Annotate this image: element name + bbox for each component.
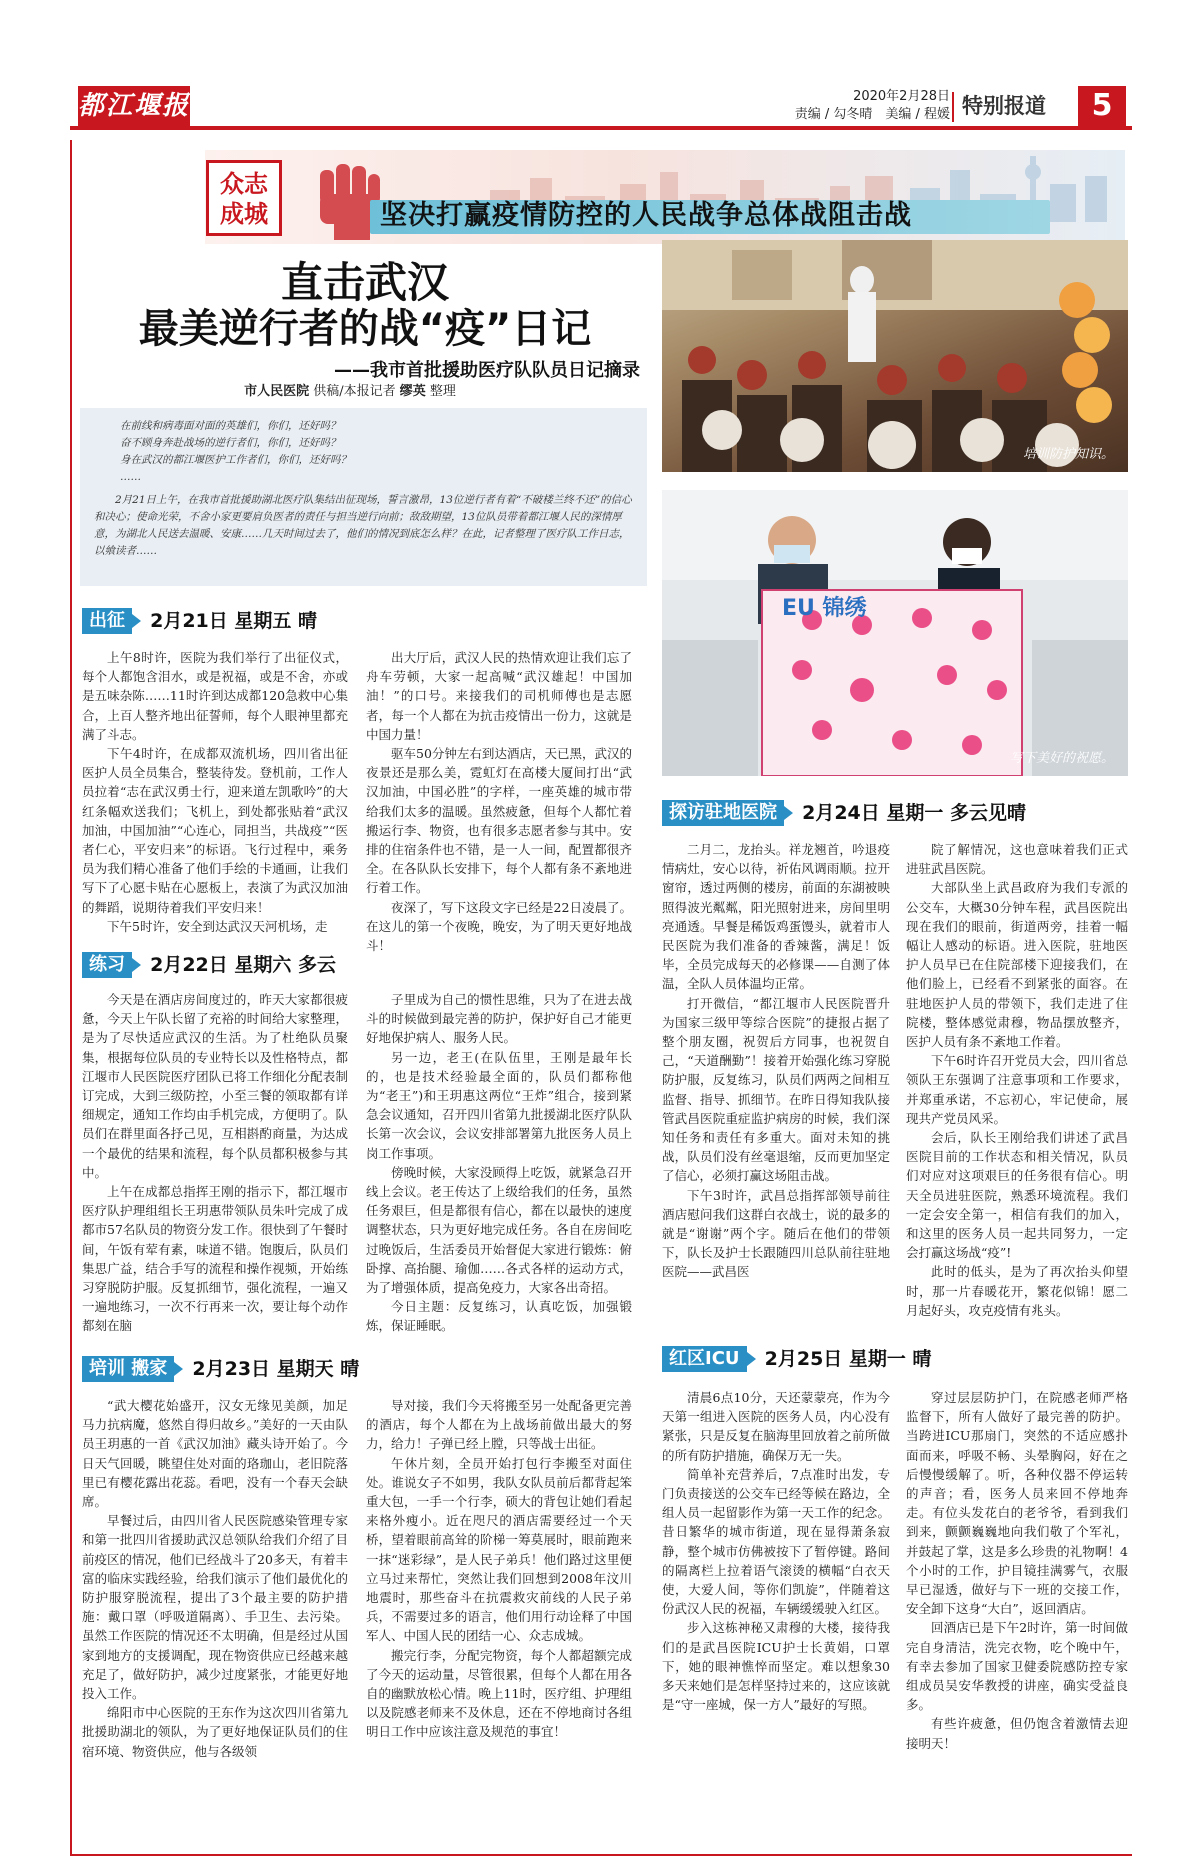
masthead-rule <box>70 126 1132 130</box>
issue-meta <box>795 88 950 124</box>
page-number: 5 <box>1078 86 1126 126</box>
section-heading-visit-hospital <box>662 800 1026 826</box>
section1-column-left <box>82 648 348 936</box>
badge-line-1: 众志 <box>220 170 268 198</box>
section-arrow-icon <box>132 958 141 972</box>
section-date: 2月21日 星期五 晴 <box>150 610 317 632</box>
paragraph: 搬完行李，分配完物资，每个人都超额完成了今天的运动量，尽管很累，但每个人都在用各自的幽默放松心情。晚上11时，医疗组、护理组以及院感老师来不及休息，还在不停地商讨各组明日工作中应该注意及规范的事宜！ <box>366 1647 632 1740</box>
page-border-bottom <box>70 1854 1132 1856</box>
section-date: 2月24日 星期一 多云见晴 <box>802 802 1026 824</box>
intro-poem-line: …… <box>120 471 141 483</box>
issue-editors: 责编 / 勾冬晴 美编 / 程媛 <box>794 107 950 122</box>
page-border-left <box>70 140 72 1856</box>
section4-column-right <box>906 840 1128 1320</box>
byline-mid: 供稿/本报记者 <box>313 384 396 399</box>
section-tag: 红区ICU <box>662 1346 747 1372</box>
paragraph: 下午6时许召开党员大会，四川省总领队王东强调了注意事项和工作要求，并郑重承诺，不忘初心，牢记使命，展现共产党员风采。 <box>906 1053 1128 1126</box>
section-tag: 探访驻地医院 <box>662 800 784 826</box>
badge-unity <box>206 160 282 236</box>
section-date: 2月22日 星期六 多云 <box>150 954 336 976</box>
paragraph: 午休片刻，全员开始打包行李搬至对面住处。谁说女子不如男，我队女队员前后都背起笨重大包，一手一个行李，硕大的背包让她们看起来格外瘦小。近在咫尺的酒店需要经过一个天桥，望着眼前高耸的阶梯一筹莫展时，眼前跑来一抹“迷彩绿”，是人民子弟兵！他们路过这里便立马过来帮忙，突然让我们回想到2008年汶川地震时，那些奋斗在抗震救灾前线的人民子弟兵，不需要过多的语言，他们用行动诠释了中国军人、中国人民的团结一心、众志成城。 <box>366 1455 632 1644</box>
paragraph: 简单补充营养后，7点准时出发，专门负责接送的公交车已经等候在路边，全组人员一起留影作为第一天工作的纪念。昔日繁华的城市街道，现在显得萧条寂静，整个城市仿佛被按下了暂停键。路间的隔离栏上拉着语气滚烫的横幅“白衣天使，大爱人间，等你们凯旋”，伴随着这份武汉人民的祝福，车辆缓缓驶入红区。 <box>662 1466 890 1617</box>
section-tag: 练习 <box>82 952 132 978</box>
paragraph: 子里成为自己的惯性思维，只为了在进去战斗的时候做到最完善的防护，保护好自己才能更好地保护病人、服务人民。 <box>366 992 632 1046</box>
training-scene-illustration <box>662 240 1128 472</box>
paragraph: 导对接，我们今天将搬至另一处配备更完善的酒店，每个人都在为上战场前做出最大的努力，给力！子弹已经上膛，只等战士出征。 <box>366 1398 632 1452</box>
newspaper-logo: 都江堰报 <box>78 86 190 126</box>
paragraph: “武大樱花始盛开，汉女无缘见美颜，加足马力抗病魔，悠然自得归故乡。”美好的一天由队员王玥惠的一首《武汉加油》藏头诗开始了。今日天气回暖，眺望住处对面的珞珈山，老旧院落里已有樱花露出花蕊。看吧，没有一个春天会缺席。 <box>82 1398 348 1510</box>
section-name: 特别报道 <box>962 94 1046 118</box>
photo-wishes <box>662 490 1128 776</box>
section4-column-left <box>662 840 890 1282</box>
issue-date: 2020年2月28日 <box>853 89 950 104</box>
paragraph: 上午在成都总指挥王刚的指示下，都江堰市医疗队护理组组长王玥惠带领队员朱叶完成了成都市57名队员的物资分发工作。很快到了午餐时间，午饭有荤有素，味道不错。饱腹后，队员们集思广益，结合手写的流程和操作视频，开始练习穿脱防护服。反复抓细节，强化流程，一遍又一遍地练习，一次不行再来一次，要让每个动作都刻在脑 <box>82 1184 348 1334</box>
paragraph: 夜深了，写下这段文字已经是22日凌晨了。在这儿的第一个夜晚，晚安，为了明天更好地战斗！ <box>366 899 632 954</box>
section-date: 2月25日 星期一 晴 <box>764 1348 932 1370</box>
paragraph: 二月二，龙抬头。祥龙翘首，吟退疫情病灶，安心以待，祈佑风调雨顺。拉开窗帘，透过两侧的楼房，前面的东湖被映照得波光粼粼，阳光照射进来，房间里明亮通透。早餐是稀饭鸡蛋馒头，就着市人民医院为我们准备的香辣酱，满足！饭毕，全员完成每天的必修课——自测了体温，全队人员体温均正常。 <box>662 842 890 992</box>
paragraph: 下午5时许，安全到达武汉天河机场，走 <box>107 918 328 934</box>
paragraph: 会后，队长王刚给我们讲述了武昌医院目前的工作状态和相关情况，队员们对应对这项艰巨的任务很有信心。明天全员进驻医院，熟悉环境流程。我们一定会安全第一，相信有我们的加入，和这里的医务人员一起共同努力，一定会打赢这场战“疫”! <box>906 1130 1128 1261</box>
photo-training-caption: 培训防护知识。 <box>1022 447 1114 462</box>
section-date: 2月23日 星期天 晴 <box>192 1358 360 1380</box>
paragraph: 下午3时许，武昌总指挥部领导前往酒店慰问我们这群白衣战士，说的最多的就是“谢谢”两个字。随后在他们的带领下，队长及护士长跟随四川总队前往驻地医院——武昌医 <box>662 1187 890 1280</box>
paragraph: 穿过层层防护门，在院感老师严格监督下，所有人做好了最完善的防护。当跨进ICU那扇门，突然的不适应感扑面而来，呼吸不畅、头晕胸闷，好在之后慢慢缓解了。听，各种仪器不停运转的声音；看，医务人员来回不停地奔走。有位头发花白的老爷爷，看到我们到来，颤颤巍巍地向我们敬了个军礼，并鼓起了掌，这是多么珍贵的礼物啊！4个小时的工作，护目镜挂满雾气，衣服早已湿透，做好与下一班的交接工作，安全卸下这身“大白”，返回酒店。 <box>906 1390 1128 1617</box>
intro-paragraph: 2月21日上午，在我市首批援助湖北医疗队集结出征现场，誓言激昂，13位逆行者有着“不破楼兰终不还”的信心和决心；使命光荣，不舍小家更要肩负医者的责任与担当逆行向前；敌敌期望，13位队员带着都江堰人民的深情厚意，为湖北人民送去温暖、安康……几天时间过去了，他们的情况到底怎么样？在此，记者整理了医疗队工作日志，以飨读者…… <box>94 494 632 557</box>
badge-line-2: 成城 <box>220 200 268 228</box>
section-heading-departure <box>82 608 317 634</box>
section1-column-right <box>366 648 632 955</box>
headline-line-2: 最美逆行者的战“疫”日记 <box>138 306 592 352</box>
section5-column-right <box>906 1388 1128 1753</box>
byline-end: 整理 <box>429 384 456 399</box>
paragraph: 傍晚时候，大家没顾得上吃饭，就紧急召开线上会议。老王传达了上级给我们的任务，虽然任务艰巨，但是都很有信心，都在以最快的速度调整状态，只为更好地完成任务。各自在房间吃过晚饭后，生活委员开始督促大家进行锻炼：俯卧撑、高抬腿、瑜伽……各式各样的运动方式，为了增强体质，提高免疫力，大家各出奇招。 <box>366 1164 632 1296</box>
section2-column-right <box>366 990 632 1336</box>
paragraph: 有些许疲惫，但仍饱含着激情去迎接明天！ <box>906 1716 1128 1751</box>
paragraph: 另一边，老王(在队伍里，王刚是最年长的，也是技术经验最全面的，队员们都称他为“老王”)和王玥惠这两位“王炸”组合，接到紧急会议通知，召开四川省第九批援湖北医疗队队长第一次会议，会议安排部署第九批医务人员上岗工作事项。 <box>366 1049 632 1161</box>
intro-poem-line: 身在武汉的都江堰医护工作者们，你们，还好吗？ <box>120 454 351 466</box>
paragraph: 清晨6点10分，天还蒙蒙亮，作为今天第一组进入医院的医务人员，内心没有紧张，只是反复在脑海里回放着之前所做的所有防护措施，确保万无一失。 <box>662 1390 890 1463</box>
paragraph: 大部队坐上武昌政府为我们专派的公交车，大概30分钟车程，武昌医院出现在我们的眼前，街道两旁，挂着一幅幅让人感动的标语。进入医院，驻地医护人员早已在住院部楼下迎接我们，在他们脸上，已经看不到紧张的面容。在驻地医护人员的带领下，我们走进了住院楼，整体感觉肃穆，物品摆放整齐，医护人员有条不紊地工作着。 <box>906 880 1128 1050</box>
section3-column-left <box>82 1396 348 1761</box>
paragraph: 出大厅后，武汉人民的热情欢迎让我们忘了舟车劳顿，大家一起高喊“武汉雄起！中国加油！”的口号。来接我们的司机师傅也是志愿者，每一个人都在为抗击疫情出一份力，这就是中国力量！ <box>366 650 632 742</box>
photo-training <box>662 240 1128 472</box>
paragraph: 驱车50分钟左右到达酒店，天已黑，武汉的夜景还是那么美，霓虹灯在高楼大厦间打出“武汉加油，中国必胜”的字样，一座英雄的城市带给我们太多的温暖。虽然疲惫，但每个人都忙着搬运行李、物资，也有很多志愿者参与其中。安排的住宿条件也不错，是一人一间，配置都很齐全。在各队队长安排下，每个人都有条不紊地进行着工作。 <box>366 746 632 896</box>
section3-column-right <box>366 1396 632 1742</box>
section2-column-left <box>82 990 348 1336</box>
paragraph: 回酒店已是下午2时许，第一时间做完自身清洁，洗完衣物，吃个晚中午，有幸去参加了国家卫健委院感防控专家组成员吴安华教授的讲座，确实受益良多。 <box>906 1620 1128 1713</box>
headline-line-1: 直击武汉 <box>280 258 449 307</box>
section-arrow-icon <box>747 1352 756 1366</box>
paragraph: 今天是在酒店房间度过的，昨天大家都很疲惫，今天上午队长留了充裕的时间给大家整理，是为了尽快适应武汉的生活。为了杜绝队员聚集，根据每位队员的专业特长以及性格特点，都江堰市人民医院医疗团队已将工作细化分配表制订完成，大到三级防控，小至三餐的领取都有详细规定，通知工作均由手机完成，方便明了。队员们在群里面各抒己见，互相斟酌商量，为达成一个最优的结果和流程，每个队员都积极参与其中。 <box>82 992 348 1180</box>
paragraph: 绵阳市中心医院的王东作为这次四川省第九批援助湖北的领队，为了更好地保证队员们的住宿环境、物资供应，他与各级领 <box>82 1705 348 1759</box>
section-arrow-icon <box>784 806 793 820</box>
section-arrow-icon <box>132 614 141 628</box>
intro-poem-line: 在前线和病毒面对面的英雄们，你们，还好吗？ <box>120 420 341 432</box>
section5-column-left <box>662 1388 890 1714</box>
wish-board-scene-illustration <box>662 490 1128 776</box>
paragraph: 此时的低头，是为了再次抬头仰望时，那一片春暖花开，繁花似锦！愿二月起好头，攻克疫情有兆头。 <box>906 1264 1128 1318</box>
paragraph: 今日主题：反复练习，认真吃饭，加强锻炼，保证睡眠。 <box>366 1299 632 1334</box>
paragraph: 早餐过后，由四川省人民医院感染管理专家和第一批四川省援助武汉总领队给我们介绍了目前疫区的情况，他们已经战斗了20多天，有着丰富的临床实践经验，给我们演示了他们最优化的防护服穿脱流程，提出了3个最主要的防护措施：戴口罩（呼吸道隔离）、手卫生、去污染。虽然工作医院的情况还不太明确，但是经过从国家到地方的支援调配，现在物资供应已经越来越充足了，做好防护，减少过度紧张，才能更好地投入工作。 <box>82 1513 348 1702</box>
wish-board-text: EU 锦绣 <box>782 596 867 621</box>
section-heading-practice <box>82 952 336 978</box>
section-arrow-icon <box>174 1362 183 1376</box>
paragraph: 院了解情况，这也意味着我们正式进驻武昌医院。 <box>906 842 1128 877</box>
section-tag: 培训 搬家 <box>82 1356 174 1382</box>
paragraph: 打开微信，“都江堰市人民医院晋升为国家三级甲等综合医院”的捷报占据了整个朋友圈，祝贺后方同事，也祝贺自己，“天道酬勤”！接着开始强化练习穿脱防护服，反复练习，队员们两两之间相互监督、指导、抓细节。在昨日得知我队接管武昌医院重症监护病房的时候，我们深知任务和责任有多重大。面对未知的挑战，队员们没有丝毫退缩，反而更加坚定了信心，必须打赢这场阻击战。 <box>662 995 890 1184</box>
byline <box>180 380 520 399</box>
banner-title: 坚决打赢疫情防控的人民战争总体战阻击战 <box>380 200 912 231</box>
section-heading-training <box>82 1356 359 1382</box>
paragraph: 上午8时许，医院为我们举行了出征仪式，每个人都饱含泪水，或是祝福，或是不舍，亦或是五味杂陈……11时许到达成都120急救中心集合，上百人整齐地出征誓师，每个人眼神里都充满了斗志。 <box>82 650 348 742</box>
photo-wishes-caption: 写下美好的祝愿。 <box>1009 751 1114 766</box>
section-tag: 出征 <box>82 608 132 634</box>
byline-source: 市人民医院 <box>244 384 310 399</box>
headline-subtitle: ——我市首批援助医疗队队员日记摘录 <box>334 360 640 381</box>
byline-reporter: 缪英 <box>399 384 426 399</box>
intro-box <box>80 408 647 586</box>
paragraph: 下午4时许，在成都双流机场，四川省出征医护人员全员集合，整装待发。登机前，工作人员拉着“志在武汉勇士行，迎来道左凯歌吟”的大红条幅欢送我们；飞机上，到处都张贴着“武汉加油，中国加油”“心连心，同担当，共战疫”“医者仁心，平安归来”的标语。飞行过程中，乘务员为我们精心准备了他们手绘的卡通画，让我们写下了心愿卡贴在心愿板上，表演了为武汉加油的舞蹈，说期待着我们平安归来！ <box>82 746 348 915</box>
section-heading-red-zone-icu <box>662 1346 932 1372</box>
masthead-divider <box>952 92 954 122</box>
paragraph: 步入这栋神秘又肃穆的大楼，接待我们的是武昌医院ICU护士长黄娟，口罩下，她的眼神憔悴而坚定。难以想象30多天来她们是怎样坚持过来的，这应该就是“守一座城，保一方人”最好的写照。 <box>662 1620 890 1713</box>
intro-poem-line: 奋不顾身奔赴战场的逆行者们，你们，还好吗？ <box>120 437 341 449</box>
